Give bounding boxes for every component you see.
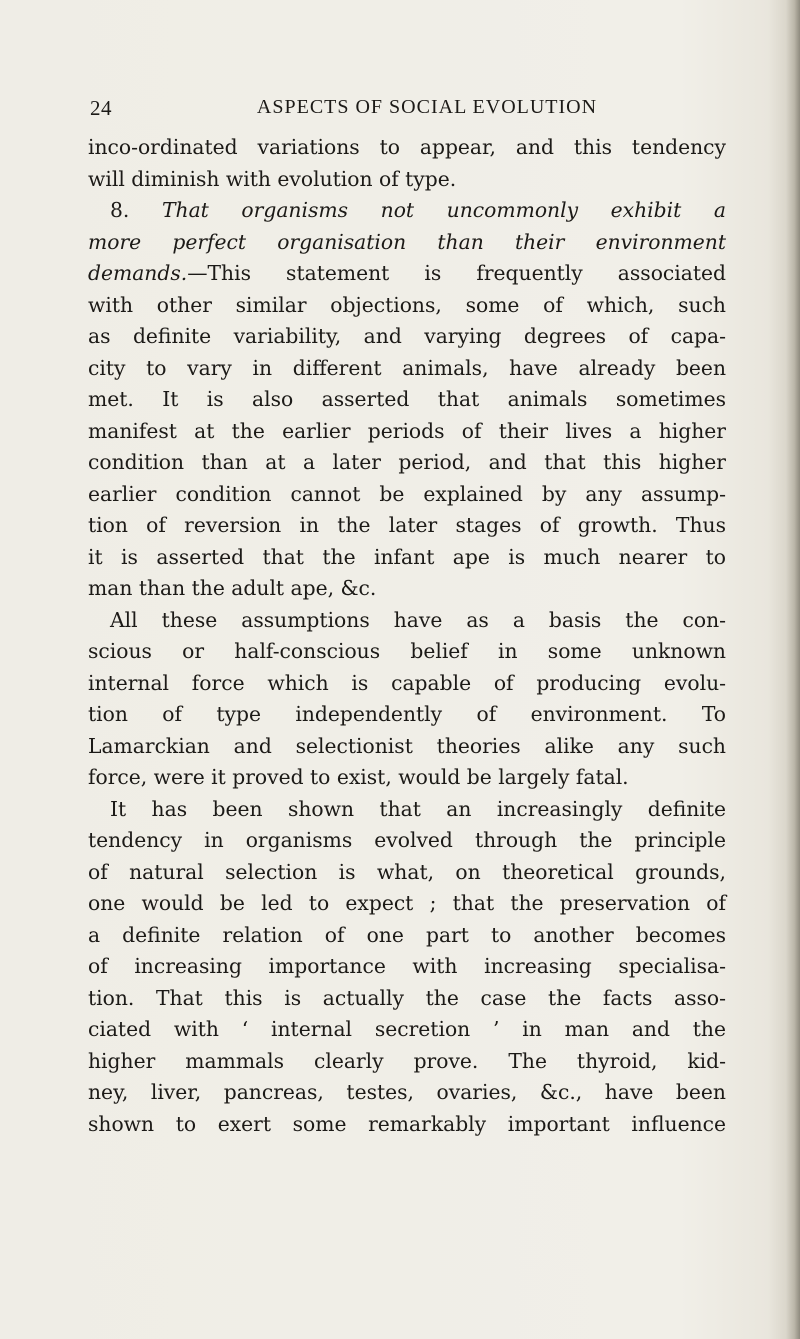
text-line: ney, liver, pancreas, testes, ovaries, &c., have been [88,1080,726,1104]
text-line: man than the adult ape, &c. [88,576,377,600]
text-line: one would be led to expect ; that the preservation of [88,891,726,915]
section-heading: That organisms not uncommonly exhibit a [161,198,726,222]
text-line: with other similar objections, some of which, such [88,292,726,317]
page-edge-shadow [786,0,800,1339]
text-line: met. It is also asserted that animals sometimes [88,387,726,411]
text-line: will diminish with evolution of type. [88,166,457,191]
text-line: shown to exert some remarkably important influence [88,1111,726,1136]
page-header [90,96,730,126]
text-line: as definite variability, and varying degrees of capa- [88,324,726,348]
text-line: of natural selection is what, on theoretical grounds, [88,859,726,884]
text-line: inco-ordinated variations to appear, and this tendency [88,135,726,159]
text-line: tion of type independently of environment. To [88,702,726,726]
running-head: ASPECTS OF SOCIAL EVOLUTION [256,96,598,118]
text-line: ciated with ‘ internal secretion ’ in man and the [88,1017,726,1041]
section-heading-continued: more perfect organisation than their environment [88,229,726,254]
text-line: earlier condition cannot be explained by any assump- [88,481,726,506]
text-line: manifest at the earlier periods of their lives a higher [88,418,726,443]
text-line: internal force which is capable of producing evolu- [88,670,726,695]
text-line: tendency in organisms evolved through the principle [88,828,726,852]
body-text [88,132,726,1140]
section-number: 8. [110,198,130,222]
text-line: it is asserted that the infant ape is much nearer to [88,544,726,569]
text-line: tion of reversion in the later stages of growth. Thus [88,513,726,537]
text-line: tion. That this is actually the case the facts asso- [88,985,726,1010]
section-heading-end: demands. [88,261,188,285]
text-run: —This statement is frequently associated [187,261,726,285]
text-line: higher mammals clearly prove. The thyroid, kid- [88,1048,726,1073]
text-line: a definite relation of one part to another becomes [88,922,726,947]
text-line: condition than at a later period, and that this higher [88,450,726,474]
text-line: It has been shown that an increasingly definite [110,796,726,821]
text-line: force, were it proved to exist, would be largely fatal. [88,765,629,789]
page-number: 24 [90,96,112,120]
text-line-section-8 [88,195,726,227]
text-line [88,258,726,290]
text-line: of increasing importance with increasing specialisa- [88,954,726,978]
text-line: All these assumptions have as a basis the con- [110,607,726,632]
text-line: scious or half-conscious belief in some unknown [88,639,726,663]
text-line: Lamarckian and selectionist theories alike any such [88,733,726,758]
text-line: city to vary in different animals, have already been [88,355,726,380]
